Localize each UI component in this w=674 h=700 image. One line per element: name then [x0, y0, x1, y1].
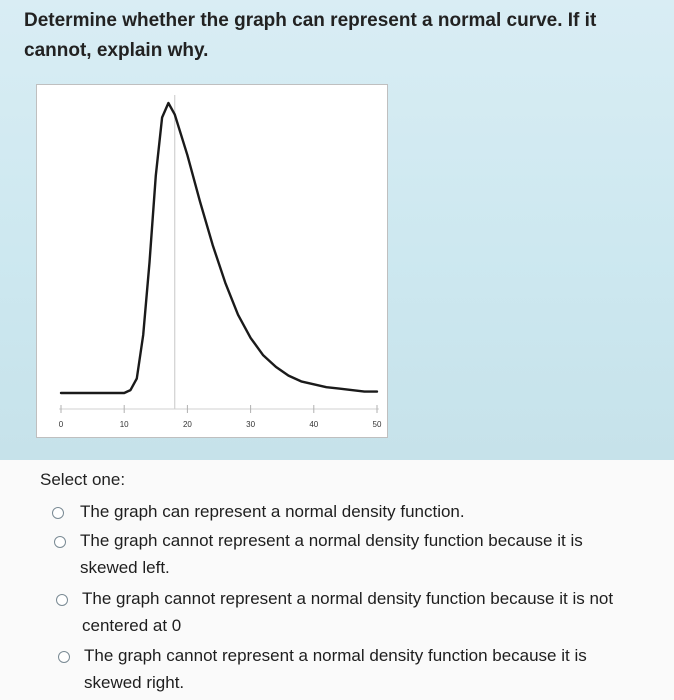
x-tick-label-0: 0: [58, 420, 64, 429]
x-tick-label-40: 40: [309, 420, 319, 429]
radio-button-d[interactable]: [58, 651, 70, 663]
question-text: Determine whether the graph can represent a normal curve. If it cannot, explain why.: [24, 10, 597, 61]
density-curve-chart: [37, 85, 387, 437]
x-tick-label-30: 30: [246, 420, 256, 429]
answer-option-d-label: The graph cannot represent a normal density function because it is skewed right.: [84, 646, 587, 692]
answer-option-a-label: The graph can represent a normal density function.: [80, 502, 465, 521]
answer-option-b-label: The graph cannot represent a normal density function because it is skewed left.: [80, 531, 583, 577]
select-one-prompt: Select one:: [40, 470, 126, 489]
answer-panel: [0, 460, 674, 700]
x-tick-label-10: 10: [119, 420, 129, 429]
density-curve: [61, 103, 377, 393]
radio-button-c[interactable]: [56, 594, 68, 606]
radio-button-b[interactable]: [54, 536, 66, 548]
x-tick-label-20: 20: [182, 420, 192, 429]
answer-option-c-label: The graph cannot represent a normal density function because it is not centered at 0: [82, 589, 614, 635]
graph-panel: [36, 84, 388, 438]
radio-button-a[interactable]: [52, 507, 64, 519]
x-tick-label-50: 50: [372, 420, 382, 429]
